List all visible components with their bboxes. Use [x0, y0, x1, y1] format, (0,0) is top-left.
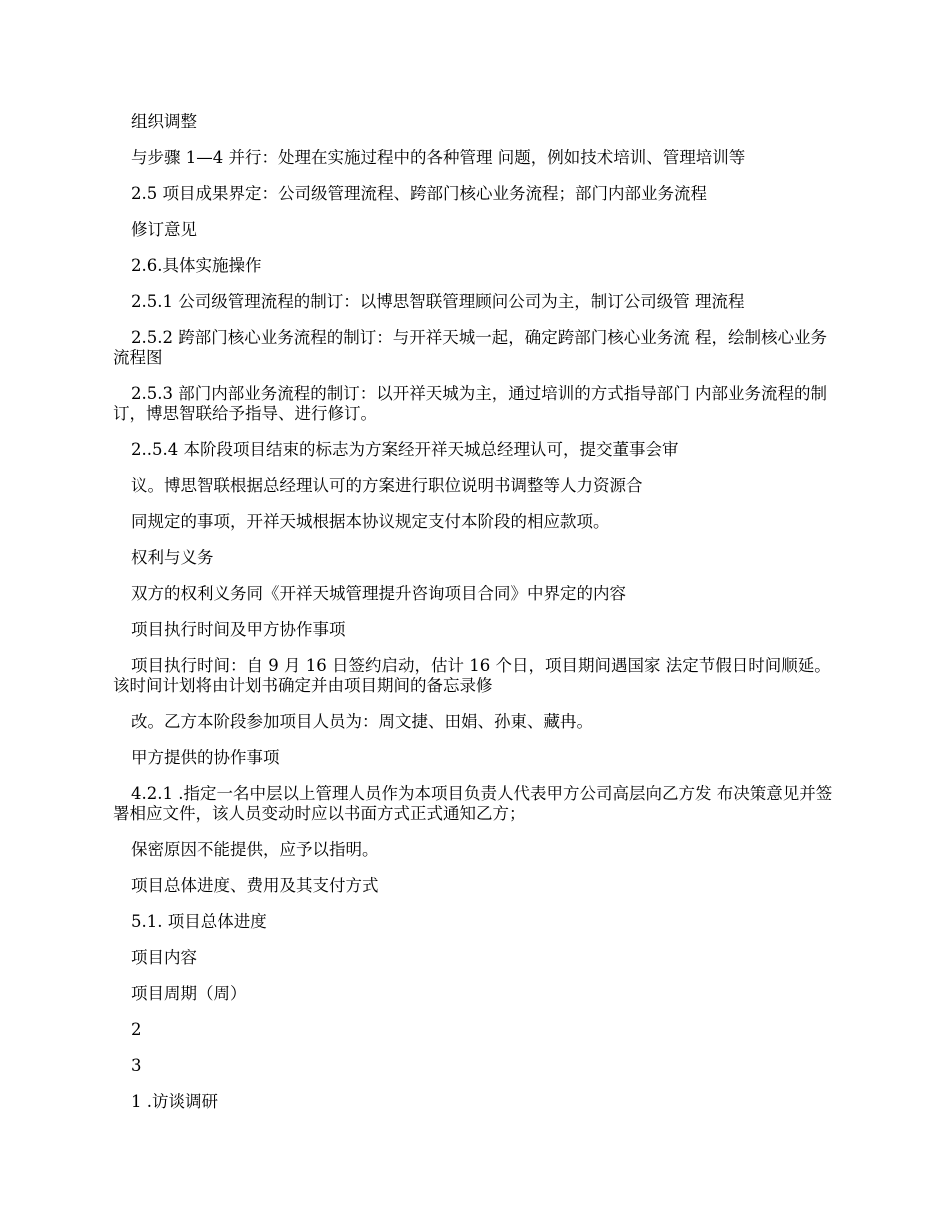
- paragraph-confidentiality: 保密原因不能提供，应予以指明。: [131, 840, 379, 859]
- paragraph-value-2: 2: [131, 1020, 142, 1039]
- paragraph-2-5-4-cont-2: 同规定的事项，开祥天城根据本协议规定支付本阶段的相应款项。: [131, 512, 610, 531]
- paragraph-2-5-2: 2.5.2 跨部门核心业务流程的制订：与开祥天城一起，确定跨部门核心业务流 程，绘制核心业务流程图: [113, 328, 827, 367]
- paragraph-interview-research: 1 .访谈调研: [131, 1092, 218, 1111]
- paragraph-2-6-implementation: 2.6.具体实施操作: [131, 256, 262, 275]
- paragraph-4-2-1: 4.2.1 .指定一名中层以上管理人员作为本项目负责人代表甲方公司高层向乙方发 布决策意见并签署相应文件，该人员变动时应以书面方式正式通知乙方；: [113, 784, 833, 823]
- paragraph-schedule-heading: 项目总体进度、费用及其支付方式: [131, 876, 379, 895]
- paragraph-contract-reference: 双方的权利义务同《开祥天城管理提升咨询项目合同》中界定的内容: [131, 584, 626, 603]
- paragraph-execution-time: 项目执行时间：自 9 月 16 日签约启动，估计 16 个日，项目期间遇国家 法定节假日时间顺延。该时间计划将由计划书确定并由项目期间的备忘录修: [113, 656, 831, 695]
- paragraph-parallel-steps: 与步骤 1—4 并行：处理在实施过程中的各种管理 问题，例如技术培训、管理培训等: [131, 148, 746, 167]
- paragraph-organization-adjustment: 组织调整: [131, 112, 197, 131]
- paragraph-2-5-3: 2.5.3 部门内部业务流程的制订：以开祥天城为主，通过培训的方式指导部门 内部业务流程的制订，博思智联给予指导、进行修订。: [113, 384, 827, 423]
- paragraph-2-5-results: 2.5 项目成果界定：公司级管理流程、跨部门核心业务流程；部门内部业务流程: [131, 184, 707, 203]
- paragraph-2-5-1: 2.5.1 公司级管理流程的制订：以博思智联管理顾问公司为主，制订公司级管 理流程: [131, 292, 745, 311]
- document-page: [113, 104, 835, 1112]
- paragraph-value-3: 3: [131, 1056, 142, 1075]
- paragraph-project-cycle: 项目周期（周）: [131, 984, 247, 1003]
- paragraph-2-5-4: 2..5.4 本阶段项目结束的标志为方案经开祥天城总经理认可，提交董事会审: [131, 440, 679, 459]
- paragraph-revision-opinions: 修订意见: [131, 220, 197, 239]
- paragraph-2-5-4-cont-1: 议。博思智联根据总经理认可的方案进行职位说明书调整等人力资源合: [131, 476, 643, 495]
- paragraph-project-content: 项目内容: [131, 948, 197, 967]
- paragraph-cooperation-heading: 甲方提供的协作事项: [131, 748, 280, 767]
- paragraph-execution-time-heading: 项目执行时间及甲方协作事项: [131, 620, 346, 639]
- paragraph-5-1-schedule: 5.1. 项目总体进度: [131, 912, 267, 931]
- paragraph-project-members: 改。乙方本阶段参加项目人员为：周文捷、田娟、孙東、藏冉。: [131, 712, 593, 731]
- paragraph-rights-obligations: 权利与义务: [131, 548, 214, 567]
